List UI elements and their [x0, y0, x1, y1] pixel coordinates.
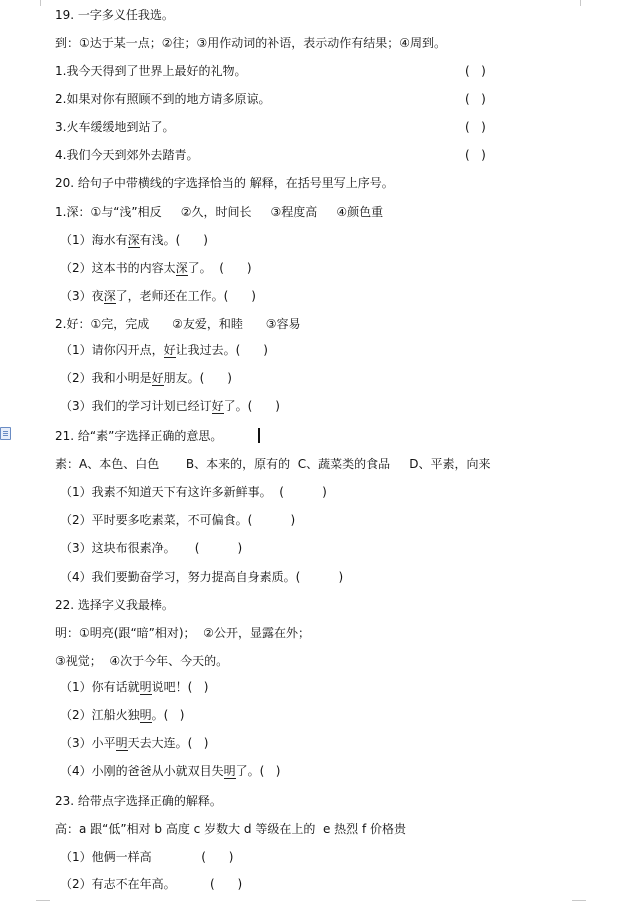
underlined-char: 深: [103, 289, 116, 303]
page-corner-bottom-left: [36, 900, 50, 901]
q23-item-2: （2）有志不在年高。 ( ): [60, 877, 243, 891]
page-corner-top-left: [40, 0, 41, 6]
q22-definitions-2: ③视觉； ④次于今年、今天的。: [55, 654, 229, 668]
q20-shen-item-1: （1）海水有深有浅。( ): [60, 233, 208, 247]
q19-sentence-1: 1.我今天得到了世界上最好的礼物。: [55, 64, 247, 78]
q22-item-4: （4）小刚的爸爸从小就双目失明了。( ): [60, 764, 281, 778]
q22-item-1: （1）你有话就明说吧！( ): [60, 680, 209, 694]
underlined-char: 明: [223, 764, 236, 778]
q22-item-2: （2）江船火独明。( ): [60, 708, 185, 722]
q19-answer-4[interactable]: ( ): [465, 148, 486, 162]
document-margin-icon[interactable]: [0, 427, 11, 440]
q21-definitions: 素：A、本色、白色 B、本来的，原有的 C、蔬菜类的食品 D、平素，向来: [55, 457, 491, 471]
q20-hao-item-2: （2）我和小明是好朋友。( ): [60, 371, 232, 385]
q19-definitions: 到：①达于某一点；②往；③用作动词的补语，表示动作有结果；④周到。: [55, 36, 447, 50]
q21-item-1: （1）我素不知道天下有这许多新鲜事。 ( ): [60, 485, 327, 499]
underlined-char: 好: [211, 399, 224, 413]
q21-item-2: （2）平时要多吃素菜，不可偏食。( ): [60, 513, 296, 527]
question-20-title: 20. 给句子中带横线的字选择恰当的 解释，在括号里写上序号。: [55, 176, 394, 190]
question-23-title: 23. 给带点字选择正确的解释。: [55, 794, 222, 808]
underlined-char: 明: [115, 736, 128, 750]
page-corner-top-right: [580, 0, 581, 6]
q22-item-3: （3）小平明天去大连。( ): [60, 736, 209, 750]
question-21-title: 21. 给“素”字选择正确的意思。: [55, 429, 223, 443]
q20-hao-definitions: 2.好：①完，完成 ②友爱，和睦 ③容易: [55, 317, 301, 331]
q21-item-3: （3）这块布很素净。 ( ): [60, 541, 243, 555]
q19-answer-1[interactable]: ( ): [465, 64, 486, 78]
underlined-char: 好: [151, 371, 164, 385]
underlined-char: 明: [139, 708, 152, 722]
question-19-title: 19. 一字多义任我选。: [55, 8, 174, 22]
q20-hao-item-3: （3）我们的学习计划已经订好了。( ): [60, 399, 280, 413]
q19-answer-2[interactable]: ( ): [465, 92, 486, 106]
q19-sentence-4: 4.我们今天到郊外去踏青。: [55, 148, 199, 162]
q20-shen-item-3: （3）夜深了，老师还在工作。( ): [60, 289, 256, 303]
underlined-char: 好: [163, 343, 176, 357]
q21-item-4: （4）我们要勤奋学习，努力提高自身素质。( ): [60, 570, 344, 584]
question-22-title: 22. 选择字义我最棒。: [55, 598, 174, 612]
q23-item-1: （1）他俩一样高 ( ): [60, 850, 234, 864]
q20-hao-item-1: （1）请你闪开点，好让我过去。( ): [60, 343, 268, 357]
q19-sentence-3: 3.火车缓缓地到站了。: [55, 120, 175, 134]
page-corner-bottom-right: [572, 900, 586, 901]
underlined-char: 明: [139, 680, 152, 694]
q19-sentence-2: 2.如果对你有照顾不到的地方请多原谅。: [55, 92, 271, 106]
text-cursor: [258, 428, 260, 443]
q20-shen-item-2: （2）这本书的内容太深了。 ( ): [60, 261, 252, 275]
underlined-char: 深: [127, 233, 140, 247]
underlined-char: 深: [175, 261, 188, 275]
q23-definitions: 高：a 跟“低”相对 b 高度 c 岁数大 d 等级在上的 e 热烈 f 价格贵: [55, 822, 407, 836]
q20-shen-definitions: 1.深：①与“浅”相反 ②久，时间长 ③程度高 ④颜色重: [55, 205, 384, 219]
q19-answer-3[interactable]: ( ): [465, 120, 486, 134]
q22-definitions-1: 明：①明亮(跟“暗”相对)； ②公开，显露在外；: [55, 626, 310, 640]
